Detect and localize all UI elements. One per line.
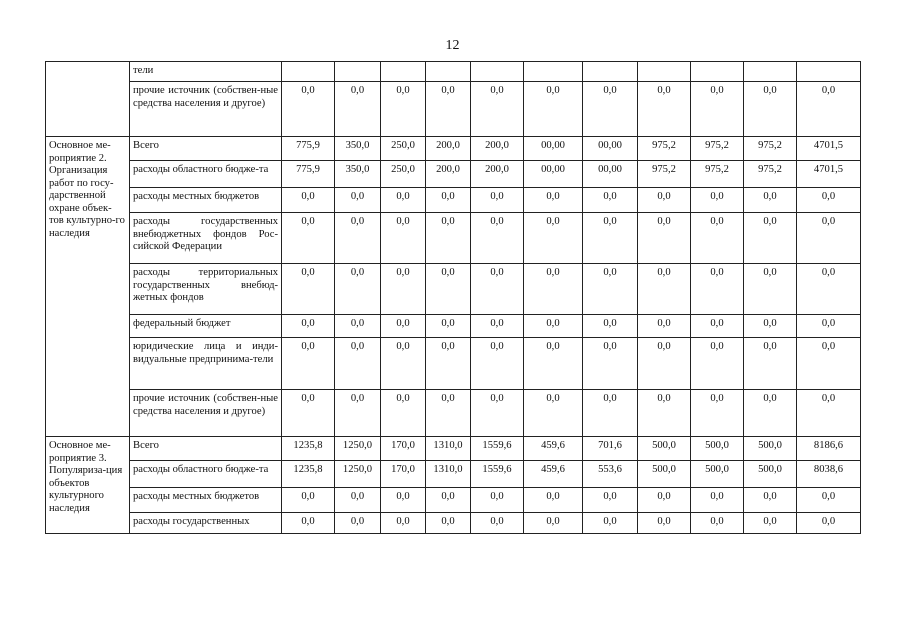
value-cell: 0,0 xyxy=(744,513,797,534)
value-cell: 459,6 xyxy=(524,461,583,488)
value-cell: 0,0 xyxy=(471,213,524,264)
value-cell: 500,0 xyxy=(744,461,797,488)
value-cell: 0,0 xyxy=(426,82,471,137)
value-cell: 4701,5 xyxy=(797,161,861,188)
value-cell: 0,0 xyxy=(282,338,335,390)
value-cell: 0,0 xyxy=(744,188,797,213)
table-row xyxy=(46,264,861,315)
value-cell: 459,6 xyxy=(524,437,583,461)
value-cell: 0,0 xyxy=(471,338,524,390)
value-cell: 0,0 xyxy=(524,264,583,315)
value-cell: 0,0 xyxy=(744,488,797,513)
value-cell xyxy=(638,62,691,82)
source-label-cell: прочие источник (собствен-ные средства населения и другое) xyxy=(130,390,282,437)
value-cell: 1250,0 xyxy=(335,461,381,488)
value-cell: 0,0 xyxy=(381,338,426,390)
value-cell: 0,0 xyxy=(471,188,524,213)
table-row xyxy=(46,62,861,82)
value-cell: 0,0 xyxy=(471,513,524,534)
value-cell: 0,0 xyxy=(797,488,861,513)
value-cell: 350,0 xyxy=(335,137,381,161)
value-cell: 0,0 xyxy=(335,82,381,137)
value-cell: 0,0 xyxy=(335,513,381,534)
value-cell: 0,0 xyxy=(381,513,426,534)
value-cell: 0,0 xyxy=(691,390,744,437)
source-label-cell: расходы местных бюджетов xyxy=(130,488,282,513)
source-label-cell: расходы государственных внебюджетных фондов Рос-сийской Федерации xyxy=(130,213,282,264)
value-cell: 0,0 xyxy=(335,264,381,315)
value-cell: 0,0 xyxy=(282,315,335,338)
value-cell: 0,0 xyxy=(691,213,744,264)
value-cell: 200,0 xyxy=(426,161,471,188)
value-cell: 0,0 xyxy=(524,213,583,264)
value-cell: 0,0 xyxy=(797,82,861,137)
value-cell: 975,2 xyxy=(691,137,744,161)
value-cell xyxy=(381,62,426,82)
value-cell: 0,0 xyxy=(381,213,426,264)
value-cell: 0,0 xyxy=(691,338,744,390)
table-row xyxy=(46,513,861,534)
value-cell: 0,0 xyxy=(638,264,691,315)
value-cell: 0,0 xyxy=(638,513,691,534)
value-cell: 1235,8 xyxy=(282,461,335,488)
value-cell: 975,2 xyxy=(691,161,744,188)
value-cell: 0,0 xyxy=(282,264,335,315)
value-cell xyxy=(426,62,471,82)
value-cell: 170,0 xyxy=(381,461,426,488)
value-cell: 0,0 xyxy=(524,390,583,437)
value-cell: 8186,6 xyxy=(797,437,861,461)
value-cell: 0,0 xyxy=(524,338,583,390)
value-cell: 0,0 xyxy=(797,264,861,315)
value-cell: 0,0 xyxy=(381,82,426,137)
value-cell: 0,0 xyxy=(282,188,335,213)
value-cell: 0,0 xyxy=(691,513,744,534)
value-cell: 0,0 xyxy=(282,213,335,264)
value-cell: 0,0 xyxy=(282,82,335,137)
source-label-cell: юридические лица и инди-видуальные предпринима-тели xyxy=(130,338,282,390)
value-cell: 0,0 xyxy=(744,82,797,137)
value-cell: 775,9 xyxy=(282,161,335,188)
value-cell: 1310,0 xyxy=(426,437,471,461)
value-cell: 0,0 xyxy=(426,315,471,338)
table-row xyxy=(46,390,861,437)
value-cell: 0,0 xyxy=(381,488,426,513)
category-cell: Основное ме-роприятие 2. Организация работ по госу-дарственной охране объек-тов культурно-го наследия xyxy=(46,137,130,437)
source-label-cell: прочие источник (собствен-ные средства населения и другое) xyxy=(130,82,282,137)
value-cell: 975,2 xyxy=(744,137,797,161)
value-cell: 0,0 xyxy=(638,488,691,513)
value-cell: 0,0 xyxy=(583,338,638,390)
value-cell: 0,0 xyxy=(638,188,691,213)
value-cell: 500,0 xyxy=(691,437,744,461)
value-cell: 00,00 xyxy=(524,137,583,161)
source-label-cell: расходы областного бюдже-та xyxy=(130,161,282,188)
value-cell: 250,0 xyxy=(381,161,426,188)
value-cell: 553,6 xyxy=(583,461,638,488)
value-cell: 0,0 xyxy=(691,488,744,513)
value-cell: 0,0 xyxy=(381,264,426,315)
table-row xyxy=(46,315,861,338)
value-cell: 0,0 xyxy=(744,338,797,390)
value-cell: 0,0 xyxy=(426,390,471,437)
value-cell: 500,0 xyxy=(638,437,691,461)
source-label-cell: Всего xyxy=(130,437,282,461)
value-cell: 0,0 xyxy=(797,213,861,264)
value-cell xyxy=(583,62,638,82)
value-cell: 0,0 xyxy=(797,315,861,338)
value-cell: 0,0 xyxy=(583,315,638,338)
value-cell: 350,0 xyxy=(335,161,381,188)
value-cell: 0,0 xyxy=(471,315,524,338)
value-cell: 775,9 xyxy=(282,137,335,161)
value-cell: 0,0 xyxy=(426,188,471,213)
source-label-cell: Всего xyxy=(130,137,282,161)
value-cell: 0,0 xyxy=(471,488,524,513)
value-cell: 0,0 xyxy=(381,315,426,338)
value-cell: 0,0 xyxy=(797,338,861,390)
value-cell: 0,0 xyxy=(797,390,861,437)
value-cell: 0,0 xyxy=(524,188,583,213)
value-cell: 1559,6 xyxy=(471,461,524,488)
table-row xyxy=(46,137,861,161)
value-cell: 0,0 xyxy=(638,390,691,437)
table-row xyxy=(46,461,861,488)
value-cell: 0,0 xyxy=(471,390,524,437)
value-cell: 0,0 xyxy=(335,188,381,213)
value-cell: 170,0 xyxy=(381,437,426,461)
category-cell xyxy=(46,62,130,137)
value-cell: 0,0 xyxy=(583,390,638,437)
value-cell: 0,0 xyxy=(426,264,471,315)
value-cell: 1235,8 xyxy=(282,437,335,461)
value-cell: 0,0 xyxy=(583,82,638,137)
value-cell xyxy=(744,62,797,82)
value-cell: 0,0 xyxy=(335,488,381,513)
page-number: 12 xyxy=(445,38,460,53)
value-cell: 0,0 xyxy=(381,390,426,437)
value-cell: 1310,0 xyxy=(426,461,471,488)
value-cell: 0,0 xyxy=(583,513,638,534)
value-cell: 0,0 xyxy=(583,488,638,513)
value-cell: 0,0 xyxy=(524,513,583,534)
value-cell: 200,0 xyxy=(471,161,524,188)
value-cell: 0,0 xyxy=(797,188,861,213)
value-cell: 0,0 xyxy=(638,338,691,390)
value-cell: 0,0 xyxy=(335,338,381,390)
value-cell: 0,0 xyxy=(583,213,638,264)
value-cell: 701,6 xyxy=(583,437,638,461)
value-cell: 975,2 xyxy=(638,161,691,188)
value-cell xyxy=(797,62,861,82)
value-cell: 200,0 xyxy=(471,137,524,161)
table-row xyxy=(46,437,861,461)
value-cell: 0,0 xyxy=(524,82,583,137)
value-cell: 0,0 xyxy=(282,488,335,513)
value-cell: 0,0 xyxy=(524,315,583,338)
value-cell: 0,0 xyxy=(282,390,335,437)
value-cell: 500,0 xyxy=(691,461,744,488)
value-cell: 0,0 xyxy=(426,488,471,513)
value-cell: 0,0 xyxy=(471,264,524,315)
value-cell: 8038,6 xyxy=(797,461,861,488)
value-cell: 0,0 xyxy=(638,213,691,264)
table-row xyxy=(46,338,861,390)
value-cell xyxy=(524,62,583,82)
source-label-cell: тели xyxy=(130,62,282,82)
value-cell: 0,0 xyxy=(583,188,638,213)
table-row xyxy=(46,188,861,213)
value-cell: 0,0 xyxy=(335,315,381,338)
source-label-cell: расходы государственных xyxy=(130,513,282,534)
value-cell: 0,0 xyxy=(691,315,744,338)
value-cell: 1250,0 xyxy=(335,437,381,461)
category-cell: Основное ме-роприятие 3. Популяриза-ция объектов культурного наследия xyxy=(46,437,130,534)
value-cell xyxy=(335,62,381,82)
value-cell: 0,0 xyxy=(583,264,638,315)
value-cell: 0,0 xyxy=(381,188,426,213)
value-cell: 0,0 xyxy=(426,338,471,390)
value-cell: 0,0 xyxy=(744,315,797,338)
value-cell: 0,0 xyxy=(744,213,797,264)
value-cell: 975,2 xyxy=(744,161,797,188)
value-cell: 0,0 xyxy=(638,315,691,338)
value-cell: 0,0 xyxy=(744,264,797,315)
source-label-cell: расходы территориальных государственных внебюд-жетных фондов xyxy=(130,264,282,315)
table-row xyxy=(46,488,861,513)
value-cell: 0,0 xyxy=(691,82,744,137)
value-cell: 00,00 xyxy=(524,161,583,188)
table-row xyxy=(46,161,861,188)
value-cell: 1559,6 xyxy=(471,437,524,461)
value-cell: 0,0 xyxy=(638,82,691,137)
value-cell: 0,0 xyxy=(691,264,744,315)
table-row xyxy=(46,82,861,137)
source-label-cell: расходы областного бюдже-та xyxy=(130,461,282,488)
value-cell: 975,2 xyxy=(638,137,691,161)
value-cell: 200,0 xyxy=(426,137,471,161)
value-cell: 0,0 xyxy=(691,188,744,213)
table-row xyxy=(46,213,861,264)
value-cell: 0,0 xyxy=(426,213,471,264)
value-cell: 00,00 xyxy=(583,137,638,161)
value-cell: 500,0 xyxy=(744,437,797,461)
value-cell xyxy=(691,62,744,82)
value-cell xyxy=(282,62,335,82)
value-cell: 0,0 xyxy=(471,82,524,137)
source-label-cell: федеральный бюджет xyxy=(130,315,282,338)
value-cell: 0,0 xyxy=(335,390,381,437)
value-cell: 0,0 xyxy=(282,513,335,534)
source-label-cell: расходы местных бюджетов xyxy=(130,188,282,213)
value-cell: 500,0 xyxy=(638,461,691,488)
budget-table xyxy=(45,61,861,534)
value-cell xyxy=(471,62,524,82)
value-cell: 0,0 xyxy=(744,390,797,437)
table-body xyxy=(46,62,861,534)
value-cell: 00,00 xyxy=(583,161,638,188)
value-cell: 0,0 xyxy=(426,513,471,534)
value-cell: 4701,5 xyxy=(797,137,861,161)
value-cell: 0,0 xyxy=(524,488,583,513)
value-cell: 250,0 xyxy=(381,137,426,161)
value-cell: 0,0 xyxy=(335,213,381,264)
value-cell: 0,0 xyxy=(797,513,861,534)
